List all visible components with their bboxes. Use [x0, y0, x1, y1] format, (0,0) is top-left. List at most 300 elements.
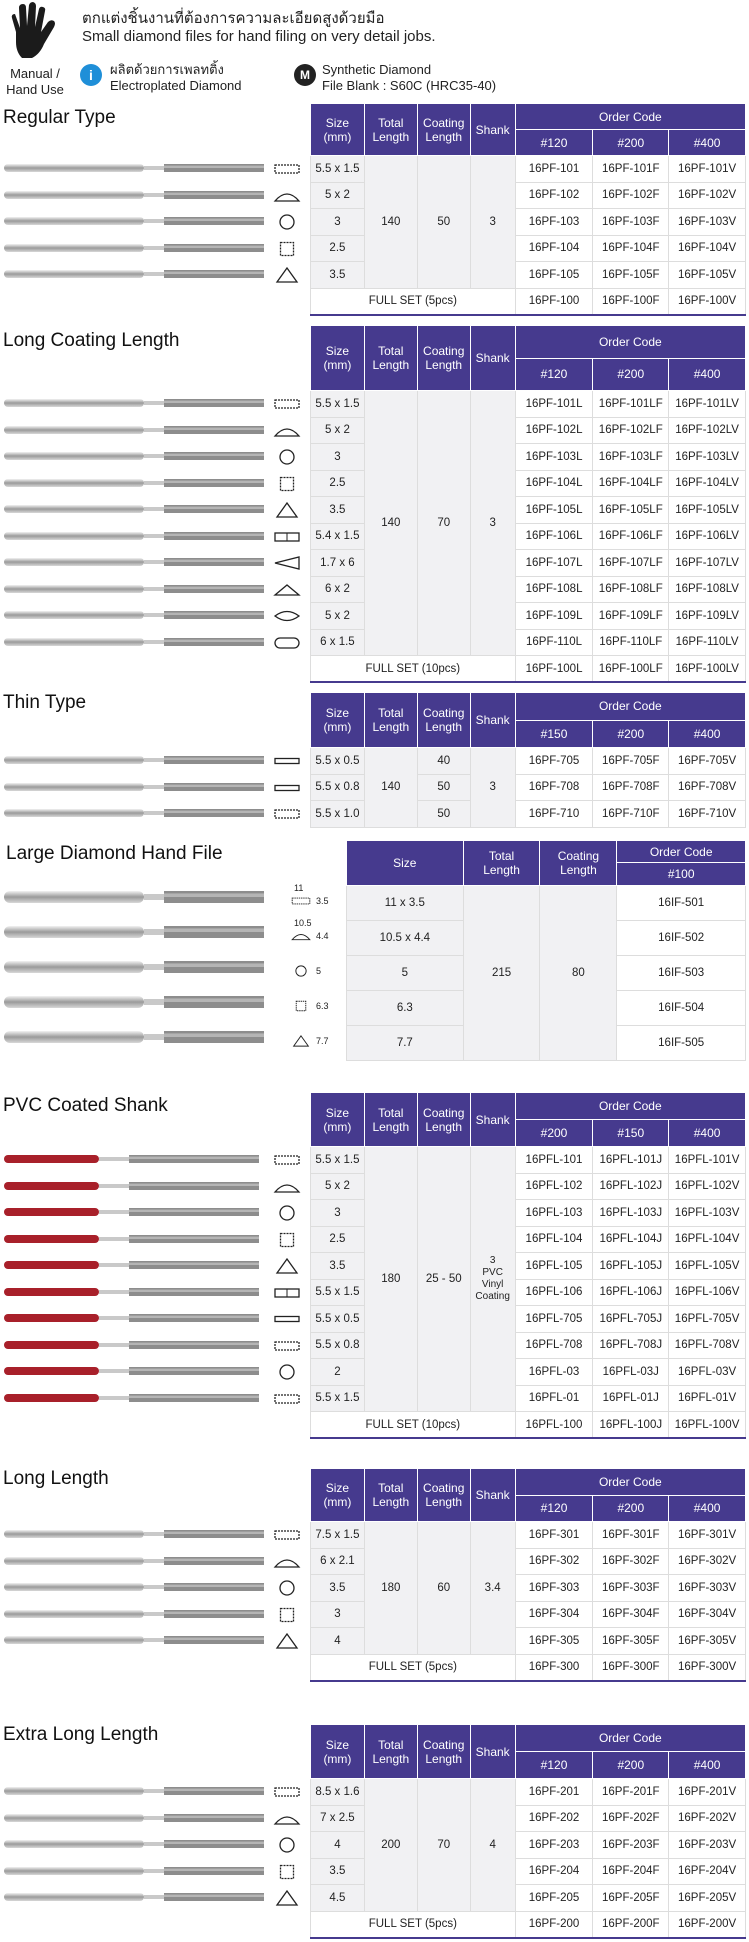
- order-code-cell: 16PFL-708J: [593, 1332, 669, 1359]
- order-code-cell: 16PFL-01V: [669, 1385, 746, 1412]
- coating-length-cell: 70: [417, 391, 470, 656]
- full-set-code: 16PFL-100: [515, 1412, 593, 1439]
- diamond-file-image: [4, 1867, 266, 1875]
- rect-thin-profile-icon: [272, 1310, 302, 1328]
- order-code-cell: 16PF-304: [515, 1601, 593, 1628]
- order-code-cell: 16PF-305V: [669, 1628, 746, 1655]
- order-code-cell: 16PF-102LV: [669, 417, 746, 444]
- order-code-cell: 16PF-107LF: [593, 550, 669, 577]
- order-code-cell: 16PF-102V: [669, 182, 746, 209]
- thin-title: Thin Type: [3, 692, 87, 713]
- order-code-cell: 16PF-708: [515, 774, 593, 801]
- order-code-cell: 16PFL-708: [515, 1332, 593, 1359]
- total-length-cell: 200: [364, 1779, 417, 1912]
- rect-profile-icon: [272, 1783, 302, 1801]
- rect-profile-icon: [272, 1390, 302, 1408]
- order-code-cell: 16PF-203V: [669, 1832, 746, 1859]
- coating-length-cell: 50: [417, 801, 470, 828]
- material-icon: M: [294, 64, 316, 86]
- order-code-cell: 16PFL-106V: [669, 1279, 746, 1306]
- diamond-file-image: [4, 1031, 266, 1043]
- total-length-heading: Total Length: [364, 693, 417, 748]
- order-code-cell: 16PFL-106J: [593, 1279, 669, 1306]
- order-code-cell: 16PF-301F: [593, 1522, 669, 1549]
- order-code-cell: 16PFL-03: [515, 1359, 593, 1386]
- coating-length-heading: Coating Length: [417, 104, 470, 156]
- order-code-heading: Order Code: [515, 1093, 745, 1120]
- order-code-cell: 16PF-109L: [515, 603, 593, 630]
- table-row: [311, 748, 746, 775]
- grit-heading: #400: [669, 1120, 746, 1147]
- diamond-file-image: [4, 1314, 266, 1322]
- order-code-cell: 16PF-302V: [669, 1548, 746, 1575]
- order-code-cell: 16PF-103F: [593, 209, 669, 236]
- order-code-cell: 16PF-104LV: [669, 470, 746, 497]
- total-length-heading: Total Length: [364, 1725, 417, 1779]
- full-set-row: [311, 1911, 746, 1938]
- order-code-heading: Order Code: [515, 104, 745, 130]
- order-code-cell: 16PF-201: [515, 1779, 593, 1806]
- diamond-file-image: [4, 426, 266, 434]
- order-code-cell: 16PF-303F: [593, 1575, 669, 1602]
- order-code-cell: 16PF-705V: [669, 748, 746, 775]
- diamond-file-image: [4, 505, 266, 513]
- total-length-cell: 140: [364, 391, 417, 656]
- order-code-cell: 16PF-201V: [669, 1779, 746, 1806]
- size-cell: 5: [347, 956, 464, 991]
- rect-profile-icon: [272, 805, 302, 823]
- electroplated-label: ผลิตด้วยการเพลทติ้ง Electroplated Diamond: [110, 62, 242, 93]
- order-code-cell: 16PF-102: [515, 182, 593, 209]
- order-code-cell: 16PF-106LV: [669, 523, 746, 550]
- diamond-file-image: [4, 1261, 266, 1269]
- size-heading: Size (mm): [311, 1469, 365, 1522]
- half-round-profile-icon: [272, 1553, 302, 1571]
- regular-table: [310, 103, 746, 316]
- full-set-row: [311, 656, 746, 683]
- triangle-profile-icon: [272, 1889, 302, 1907]
- order-code-cell: 16PF-705: [515, 748, 593, 775]
- full-set-code: 16PF-100LF: [593, 656, 669, 683]
- triangle-profile-icon: [290, 1033, 312, 1049]
- size-heading: Size (mm): [311, 104, 365, 156]
- total-length-heading: Total Length: [364, 1093, 417, 1147]
- order-code-cell: 16PF-101LF: [593, 391, 669, 418]
- shank-cell: 3: [470, 748, 515, 828]
- size-cell: 3: [311, 1601, 365, 1628]
- half-round-profile-icon: [272, 1178, 302, 1196]
- order-code-cell: 16PF-104F: [593, 235, 669, 262]
- full-set-code: 16PF-100F: [593, 288, 669, 315]
- size-cell: 7.5 x 1.5: [311, 1522, 365, 1549]
- grit-heading: #120: [515, 130, 593, 156]
- glove-icon: [6, 2, 60, 62]
- size-cell: 7 x 2.5: [311, 1805, 365, 1832]
- order-code-cell: 16PF-102LF: [593, 417, 669, 444]
- rect-split-profile-icon: [272, 528, 302, 546]
- shank-heading: Shank: [470, 1093, 515, 1147]
- order-code-cell: 16PF-109LV: [669, 603, 746, 630]
- grit-heading: #200: [593, 358, 669, 391]
- order-code-cell: 16PF-205F: [593, 1885, 669, 1912]
- order-code-heading: Order Code: [515, 1725, 745, 1752]
- grit-heading: #120: [515, 1495, 593, 1522]
- full-set-code: 16PF-300F: [593, 1654, 669, 1681]
- total-length-cell: 140: [364, 156, 417, 289]
- order-code-cell: 16PF-108LV: [669, 576, 746, 603]
- total-length-cell: 215: [463, 886, 540, 1061]
- page-header: [0, 0, 749, 100]
- round-profile-icon: [290, 963, 312, 979]
- order-code-cell: 16PF-203: [515, 1832, 593, 1859]
- order-code-cell: 16PF-101F: [593, 156, 669, 183]
- order-code-cell: 16PF-104L: [515, 470, 593, 497]
- size-heading: Size (mm): [311, 1725, 365, 1779]
- size-heading: Size: [347, 841, 464, 886]
- order-code-heading: Order Code: [515, 693, 745, 721]
- full-set-label: FULL SET (10pcs): [311, 1412, 516, 1439]
- total-length-cell: 180: [364, 1522, 417, 1655]
- shank-cell: 3.4: [470, 1522, 515, 1655]
- size-cell: 5.5 x 1.5: [311, 391, 365, 418]
- info-icon: i: [80, 64, 102, 86]
- order-code-cell: 16PF-106LF: [593, 523, 669, 550]
- size-cell: 4: [311, 1832, 365, 1859]
- long_coating-table: [310, 325, 746, 683]
- round-profile-icon: [272, 213, 302, 231]
- extra_long-table: [310, 1724, 746, 1939]
- full-set-label: FULL SET (5pcs): [311, 288, 516, 315]
- grit-heading: #120: [515, 1752, 593, 1779]
- diamond-file-image: [4, 1610, 266, 1618]
- order-code-cell: 16PFL-708V: [669, 1332, 746, 1359]
- rect-profile-icon: [272, 1337, 302, 1355]
- diamond-file-image: [4, 452, 266, 460]
- size-cell: 4.5: [311, 1885, 365, 1912]
- total-length-heading: Total Length: [364, 104, 417, 156]
- order-code-cell: 16PF-104: [515, 235, 593, 262]
- full-set-code: 16PF-100V: [669, 288, 746, 315]
- coating-length-heading: Coating Length: [417, 1725, 470, 1779]
- full-set-row: [311, 288, 746, 315]
- coating-length-cell: 50: [417, 156, 470, 289]
- full-set-code: 16PFL-100J: [593, 1412, 669, 1439]
- pvc-table: [310, 1092, 746, 1439]
- shank-cell: 3 PVC Vinyl Coating: [470, 1147, 515, 1412]
- long_length-table: [310, 1468, 746, 1682]
- order-code-cell: 16PF-103LF: [593, 444, 669, 471]
- size-cell: 11 x 3.5: [347, 886, 464, 921]
- size-cell: 5.5 x 1.0: [311, 801, 365, 828]
- order-code-cell: 16PF-103: [515, 209, 593, 236]
- order-code-cell: 16PF-101V: [669, 156, 746, 183]
- triangle-profile-icon: [272, 1632, 302, 1650]
- size-cell: 7.7: [347, 1026, 464, 1061]
- diamond-file-image: [4, 638, 266, 646]
- size-cell: 6 x 1.5: [311, 629, 365, 656]
- round-profile-icon: [272, 1836, 302, 1854]
- order-code-cell: 16PF-705F: [593, 748, 669, 775]
- size-cell: 1.7 x 6: [311, 550, 365, 577]
- size-cell: 2: [311, 1359, 365, 1386]
- size-cell: 3: [311, 1200, 365, 1227]
- diamond-file-image: [4, 996, 266, 1008]
- shank-cell: 4: [470, 1779, 515, 1912]
- grit-heading: #150: [515, 720, 593, 748]
- round-profile-icon: [272, 448, 302, 466]
- diamond-file-image: [4, 809, 266, 817]
- diamond-file-image: [4, 1787, 266, 1795]
- diamond-file-image: [4, 1583, 266, 1591]
- order-code-cell: 16PFL-102J: [593, 1173, 669, 1200]
- order-code-cell: 16PF-107LV: [669, 550, 746, 577]
- round-profile-icon: [272, 1363, 302, 1381]
- order-code-cell: 16PFL-105V: [669, 1253, 746, 1280]
- diamond-file-image: [4, 961, 266, 973]
- diamond-file-image: [4, 1893, 266, 1901]
- size-cell: 3: [311, 209, 365, 236]
- full-set-label: FULL SET (5pcs): [311, 1911, 516, 1938]
- order-code-cell: 16PF-102L: [515, 417, 593, 444]
- order-code-cell: 16PF-203F: [593, 1832, 669, 1859]
- grit-heading: #400: [669, 358, 746, 391]
- header-english-text: Small diamond files for hand filing on very detail jobs.: [82, 28, 436, 45]
- coating-length-heading: Coating Length: [417, 326, 470, 391]
- shank-cell: 3: [470, 391, 515, 656]
- coating-length-heading: Coating Length: [417, 1469, 470, 1522]
- order-code-cell: 16PFL-101V: [669, 1147, 746, 1174]
- order-code-cell: 16PFL-101: [515, 1147, 593, 1174]
- half-round-profile-icon: [272, 187, 302, 205]
- full-set-code: 16PF-200V: [669, 1911, 746, 1938]
- diamond-file-image: [4, 164, 266, 172]
- diamond-file-image: [4, 1182, 266, 1190]
- order-code-cell: 16PF-204: [515, 1858, 593, 1885]
- grit-heading: #200: [515, 1120, 593, 1147]
- order-code-cell: 16PFL-101J: [593, 1147, 669, 1174]
- order-code-cell: 16PF-110LF: [593, 629, 669, 656]
- grit-heading: #100: [617, 863, 746, 886]
- size-cell: 2.5: [311, 1226, 365, 1253]
- table-row: [311, 156, 746, 183]
- shank-heading: Shank: [470, 1725, 515, 1779]
- table-row: [311, 1779, 746, 1806]
- order-code-heading: Order Code: [515, 1469, 745, 1496]
- square-profile-icon: [272, 1231, 302, 1249]
- rect-profile-icon: [272, 395, 302, 413]
- long_coating-title: Long Coating Length: [3, 330, 180, 351]
- total-length-cell: 180: [364, 1147, 417, 1412]
- regular-title: Regular Type: [3, 107, 116, 128]
- full-set-code: 16PF-100L: [515, 656, 593, 683]
- order-code-cell: 16PFL-03J: [593, 1359, 669, 1386]
- size-cell: 5.5 x 1.5: [311, 156, 365, 183]
- grit-heading: #200: [593, 1495, 669, 1522]
- order-code-cell: 16PFL-106: [515, 1279, 593, 1306]
- order-code-cell: 16PFL-105: [515, 1253, 593, 1280]
- order-code-cell: 16PF-710F: [593, 801, 669, 828]
- material-label: Synthetic Diamond File Blank : S60C (HRC35-40): [322, 62, 497, 93]
- grit-heading: #400: [669, 130, 746, 156]
- diamond-file-image: [4, 1235, 266, 1243]
- order-code-cell: 16PF-204V: [669, 1858, 746, 1885]
- grit-heading: #400: [669, 720, 746, 748]
- order-code-cell: 16PF-110LV: [669, 629, 746, 656]
- rect-profile-icon: [272, 160, 302, 178]
- order-code-cell: 16PFL-03V: [669, 1359, 746, 1386]
- square-profile-icon: [272, 240, 302, 258]
- table-row: [347, 886, 746, 921]
- dimension-label: 7.7: [316, 1036, 329, 1046]
- total-length-heading: Total Length: [364, 1469, 417, 1522]
- shank-heading: Shank: [470, 104, 515, 156]
- order-code-cell: 16PF-710V: [669, 801, 746, 828]
- full-set-code: 16PF-100: [515, 288, 593, 315]
- order-code-cell: 16PF-303V: [669, 1575, 746, 1602]
- lens-profile-icon: [272, 607, 302, 625]
- order-code-cell: 16PFL-705J: [593, 1306, 669, 1333]
- round-profile-icon: [272, 1204, 302, 1222]
- rect-thin-profile-icon: [272, 752, 302, 770]
- diamond-file-image: [4, 558, 266, 566]
- manual-label: Manual / Hand Use: [6, 66, 64, 97]
- size-cell: 10.5 x 4.4: [347, 921, 464, 956]
- barrette-profile-icon: [272, 581, 302, 599]
- round-profile-icon: [272, 1579, 302, 1597]
- size-cell: 5.5 x 1.5: [311, 1385, 365, 1412]
- diamond-file-image: [4, 585, 266, 593]
- order-code-cell: 16PF-205V: [669, 1885, 746, 1912]
- grit-heading: #200: [593, 130, 669, 156]
- order-code-cell: 16PF-205: [515, 1885, 593, 1912]
- order-code-cell: 16PF-708V: [669, 774, 746, 801]
- order-code-cell: 16PF-302: [515, 1548, 593, 1575]
- diamond-file-image: [4, 1367, 266, 1375]
- size-cell: 8.5 x 1.6: [311, 1779, 365, 1806]
- rect-thin-profile-icon: [272, 779, 302, 797]
- order-code-cell: 16PF-106L: [515, 523, 593, 550]
- diamond-file-image: [4, 1155, 266, 1163]
- order-code-cell: 16IF-503: [617, 956, 746, 991]
- diamond-file-image: [4, 1814, 266, 1822]
- size-cell: 5.5 x 0.8: [311, 774, 365, 801]
- diamond-file-image: [4, 783, 266, 791]
- size-cell: 3.5: [311, 1858, 365, 1885]
- order-code-cell: 16PF-108L: [515, 576, 593, 603]
- diamond-file-image: [4, 1394, 266, 1402]
- oval-profile-icon: [272, 634, 302, 652]
- size-cell: 2.5: [311, 470, 365, 497]
- order-code-cell: 16IF-501: [617, 886, 746, 921]
- full-set-row: [311, 1654, 746, 1681]
- order-code-cell: 16IF-504: [617, 991, 746, 1026]
- large-title: Large Diamond Hand File: [6, 843, 223, 864]
- coating-length-cell: 70: [417, 1779, 470, 1912]
- order-code-cell: 16PF-105L: [515, 497, 593, 524]
- coating-length-heading: Coating Length: [417, 693, 470, 748]
- triangle-profile-icon: [272, 501, 302, 519]
- order-code-cell: 16PF-105LF: [593, 497, 669, 524]
- size-heading: Size (mm): [311, 693, 365, 748]
- dimension-label: 10.5: [294, 918, 312, 928]
- full-set-code: 16PF-300: [515, 1654, 593, 1681]
- order-code-cell: 16PF-304V: [669, 1601, 746, 1628]
- order-code-cell: 16PF-109LF: [593, 603, 669, 630]
- size-cell: 5.5 x 0.5: [311, 748, 365, 775]
- order-code-cell: 16PF-101L: [515, 391, 593, 418]
- full-set-code: 16PFL-100V: [669, 1412, 746, 1439]
- extra_long-title: Extra Long Length: [3, 1724, 159, 1745]
- coating-length-heading: Coating Length: [540, 841, 617, 886]
- coating-length-cell: 25 - 50: [417, 1147, 470, 1412]
- order-code-cell: 16PFL-103: [515, 1200, 593, 1227]
- square-profile-icon: [272, 1606, 302, 1624]
- knife-profile-icon: [272, 554, 302, 572]
- grit-heading: #200: [593, 1752, 669, 1779]
- size-cell: 6.3: [347, 991, 464, 1026]
- diamond-file-image: [4, 532, 266, 540]
- size-cell: 5.5 x 0.8: [311, 1332, 365, 1359]
- diamond-file-image: [4, 1208, 266, 1216]
- size-cell: 3.5: [311, 497, 365, 524]
- size-heading: Size (mm): [311, 326, 365, 391]
- large-table: [346, 840, 746, 1061]
- square-profile-icon: [290, 998, 312, 1014]
- coating-length-cell: 60: [417, 1522, 470, 1655]
- coating-length-cell: 50: [417, 774, 470, 801]
- order-code-cell: 16PFL-705: [515, 1306, 593, 1333]
- rect-profile-icon: [272, 1151, 302, 1169]
- order-code-cell: 16PF-204F: [593, 1858, 669, 1885]
- rect-split-profile-icon: [272, 1284, 302, 1302]
- diamond-file-image: [4, 191, 266, 199]
- dimension-label: 6.3: [316, 1001, 329, 1011]
- diamond-file-image: [4, 1288, 266, 1296]
- coating-length-heading: Coating Length: [417, 1093, 470, 1147]
- full-set-row: [311, 1412, 746, 1439]
- half-round-profile-icon: [272, 1810, 302, 1828]
- order-code-cell: 16PF-105V: [669, 262, 746, 289]
- grit-heading: #120: [515, 358, 593, 391]
- square-profile-icon: [272, 475, 302, 493]
- grit-heading: #400: [669, 1752, 746, 1779]
- order-code-cell: 16PF-108LF: [593, 576, 669, 603]
- shank-heading: Shank: [470, 693, 515, 748]
- order-code-cell: 16PF-101: [515, 156, 593, 183]
- full-set-code: 16PF-100LV: [669, 656, 746, 683]
- order-code-cell: 16PFL-01J: [593, 1385, 669, 1412]
- diamond-file-image: [4, 1341, 266, 1349]
- diamond-file-image: [4, 1530, 266, 1538]
- shank-heading: Shank: [470, 1469, 515, 1522]
- order-code-cell: 16PF-103LV: [669, 444, 746, 471]
- grit-heading: #400: [669, 1495, 746, 1522]
- order-code-cell: 16PFL-103J: [593, 1200, 669, 1227]
- order-code-cell: 16PF-303: [515, 1575, 593, 1602]
- diamond-file-image: [4, 926, 266, 938]
- table-row: [311, 1147, 746, 1174]
- coating-length-cell: 40: [417, 748, 470, 775]
- long_length-title: Long Length: [3, 1468, 109, 1489]
- order-code-cell: 16PF-301V: [669, 1522, 746, 1549]
- dimension-label: 11: [294, 883, 304, 893]
- diamond-file-image: [4, 479, 266, 487]
- grit-heading: #200: [593, 720, 669, 748]
- dimension-label: 4.4: [316, 931, 329, 941]
- size-heading: Size (mm): [311, 1093, 365, 1147]
- order-code-cell: 16PF-103L: [515, 444, 593, 471]
- order-code-cell: 16PF-304F: [593, 1601, 669, 1628]
